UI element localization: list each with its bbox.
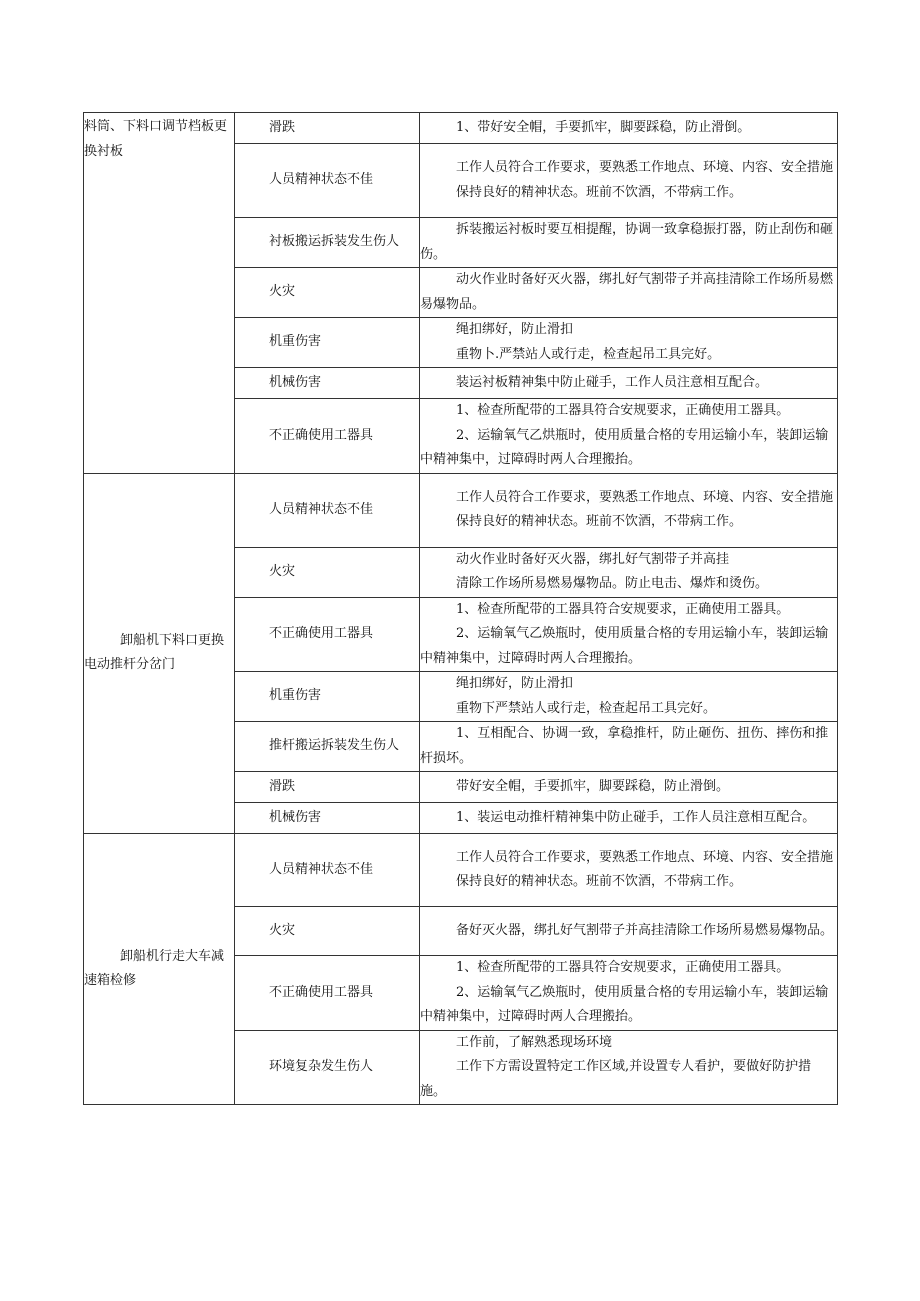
hazard-cell: 不正确使用工器具 xyxy=(235,399,420,474)
measure-line: 重物下严禁站人或行走，检查起吊工具完好。 xyxy=(456,700,717,716)
measure-line: 1、检查所配带的工器具符合安规要求，正确使用工器具。 xyxy=(456,403,790,418)
measure-line: 工作人员符合工作要求，要熟悉工作地点、环境、内容、安全措施 xyxy=(456,489,834,505)
measure-cell xyxy=(420,473,838,547)
measure-line: 工作下方需设置特定工作区域,并设置专人看护，要做好防护措施。 xyxy=(420,1059,812,1099)
measure-line: 工作前，了解熟悉现场环境 xyxy=(456,1034,613,1050)
measure-cell: 1、互相配合、协调一致，拿稳推杆，防止砸伤、扭伤、摔伤和推杆损坏。 xyxy=(420,722,838,772)
measure-cell: 备好灭火器，绑扎好气割带子并高挂清除工作场所易燃易爆物品。 xyxy=(420,907,838,956)
hazard-cell: 火灾 xyxy=(235,268,420,318)
measure-line: 2、运输氧气乙烘瓶时，使用质量合格的专用运输小车，装卸运输中精神集中，过障碍时两人合理搬抬。 xyxy=(420,427,829,467)
hazard-cell: 火灾 xyxy=(235,907,420,956)
task-cell xyxy=(84,834,235,1105)
hazard-cell: 机重伤害 xyxy=(235,318,420,368)
measure-line: 动火作业时备好灭火器，绑扎好气割带子并高挂 xyxy=(456,551,730,567)
measure-cell: 1、带好安全帽，手要抓牢，脚要踩稳，防止滑倒。 xyxy=(420,113,838,144)
measure-cell xyxy=(420,672,838,722)
hazard-cell: 不正确使用工器具 xyxy=(235,597,420,672)
hazard-cell: 人员精神状态不佳 xyxy=(235,144,420,218)
measure-line: 保持良好的精神状态。班前不饮酒，不带病工作。 xyxy=(456,874,743,889)
hazard-cell: 人员精神状态不佳 xyxy=(235,834,420,907)
measure-cell xyxy=(420,144,838,218)
task-label: 卸船机下料口更换电动推杆分岔门 xyxy=(84,632,225,673)
measure-cell xyxy=(420,547,838,597)
measure-line: 工作人员符合工作要求，要熟悉工作地点、环境、内容、安全措施 xyxy=(456,160,834,175)
measure-line: 清除工作场所易燃易爆物品。防止电击、爆炸和烫伤。 xyxy=(456,576,769,591)
measure-cell xyxy=(420,318,838,368)
task-cell xyxy=(84,113,235,474)
task-label: 卸船机行走大车减速箱检修 xyxy=(84,948,225,988)
hazard-cell: 推杆搬运拆装发生伤人 xyxy=(235,722,420,772)
hazard-cell: 滑跌 xyxy=(235,113,420,144)
measure-line: 1、检查所配带的工器具符合安规要求，正确使用工器具。 xyxy=(456,960,790,975)
measure-line: 保持良好的精神状态。班前不饮酒，不带病工作。 xyxy=(456,514,743,529)
hazard-cell: 不正确使用工器具 xyxy=(235,956,420,1031)
measure-line: 2、运输氧气乙焕瓶时，使用质量合格的专用运输小车，装卸运输中精神集中，过障碍时两人合理搬抬。 xyxy=(420,984,829,1024)
measure-line: 2、运输氧气乙焕瓶时，使用质量合格的专用运输小车，装卸运输中精神集中，过障碍时两人合理搬抬。 xyxy=(420,626,829,666)
measure-cell xyxy=(420,1030,838,1105)
hazard-cell: 人员精神状态不佳 xyxy=(235,473,420,547)
measure-cell: 拆装搬运衬板时要互相提醒，协调一致拿稳振打器，防止刮伤和砸伤。 xyxy=(420,218,838,268)
hazard-cell: 火灾 xyxy=(235,547,420,597)
measure-line: 绳扣绑好，防止滑扣 xyxy=(456,676,574,691)
task-cell xyxy=(84,473,235,834)
hazard-cell: 机械伤害 xyxy=(235,803,420,834)
measure-line: 工作人员符合工作要求，要熟悉工作地点、环境、内容、安全措施 xyxy=(456,849,834,865)
risk-table xyxy=(83,112,838,1105)
measure-cell xyxy=(420,834,838,907)
hazard-cell: 环境复杂发生伤人 xyxy=(235,1030,420,1105)
measure-cell: 装运衬板精神集中防止碰手，工作人员注意相互配合。 xyxy=(420,368,838,399)
risk-table-body xyxy=(84,113,838,1105)
hazard-cell: 机械伤害 xyxy=(235,368,420,399)
hazard-cell: 滑跌 xyxy=(235,772,420,803)
measure-cell: 动火作业时备好灭火器，绑扎好气割带子并高挂清除工作场所易燃易爆物品。 xyxy=(420,268,838,318)
measure-line: 重物卜.严禁站人或行走，检查起吊工具完好。 xyxy=(456,346,721,362)
measure-cell xyxy=(420,956,838,1031)
hazard-cell: 衬板搬运拆装发生伤人 xyxy=(235,218,420,268)
hazard-cell: 机重伤害 xyxy=(235,672,420,722)
measure-line: 保持良好的精神状态。班前不饮酒，不带病工作。 xyxy=(456,184,743,200)
measure-line: 绳扣绑好，防止滑扣 xyxy=(456,322,574,337)
measure-cell: 带好安全帽，手要抓牢，脚要踩稳，防止滑倒。 xyxy=(420,772,838,803)
measure-cell xyxy=(420,597,838,672)
measure-cell xyxy=(420,399,838,474)
measure-cell: 1、装运电动推杆精神集中防止碰手，工作人员注意相互配合。 xyxy=(420,803,838,834)
measure-line: 1、检查所配带的工器具符合安规要求，正确使用工器具。 xyxy=(456,601,790,617)
task-label: 料筒、下料口调节档板更换衬板 xyxy=(84,119,228,159)
